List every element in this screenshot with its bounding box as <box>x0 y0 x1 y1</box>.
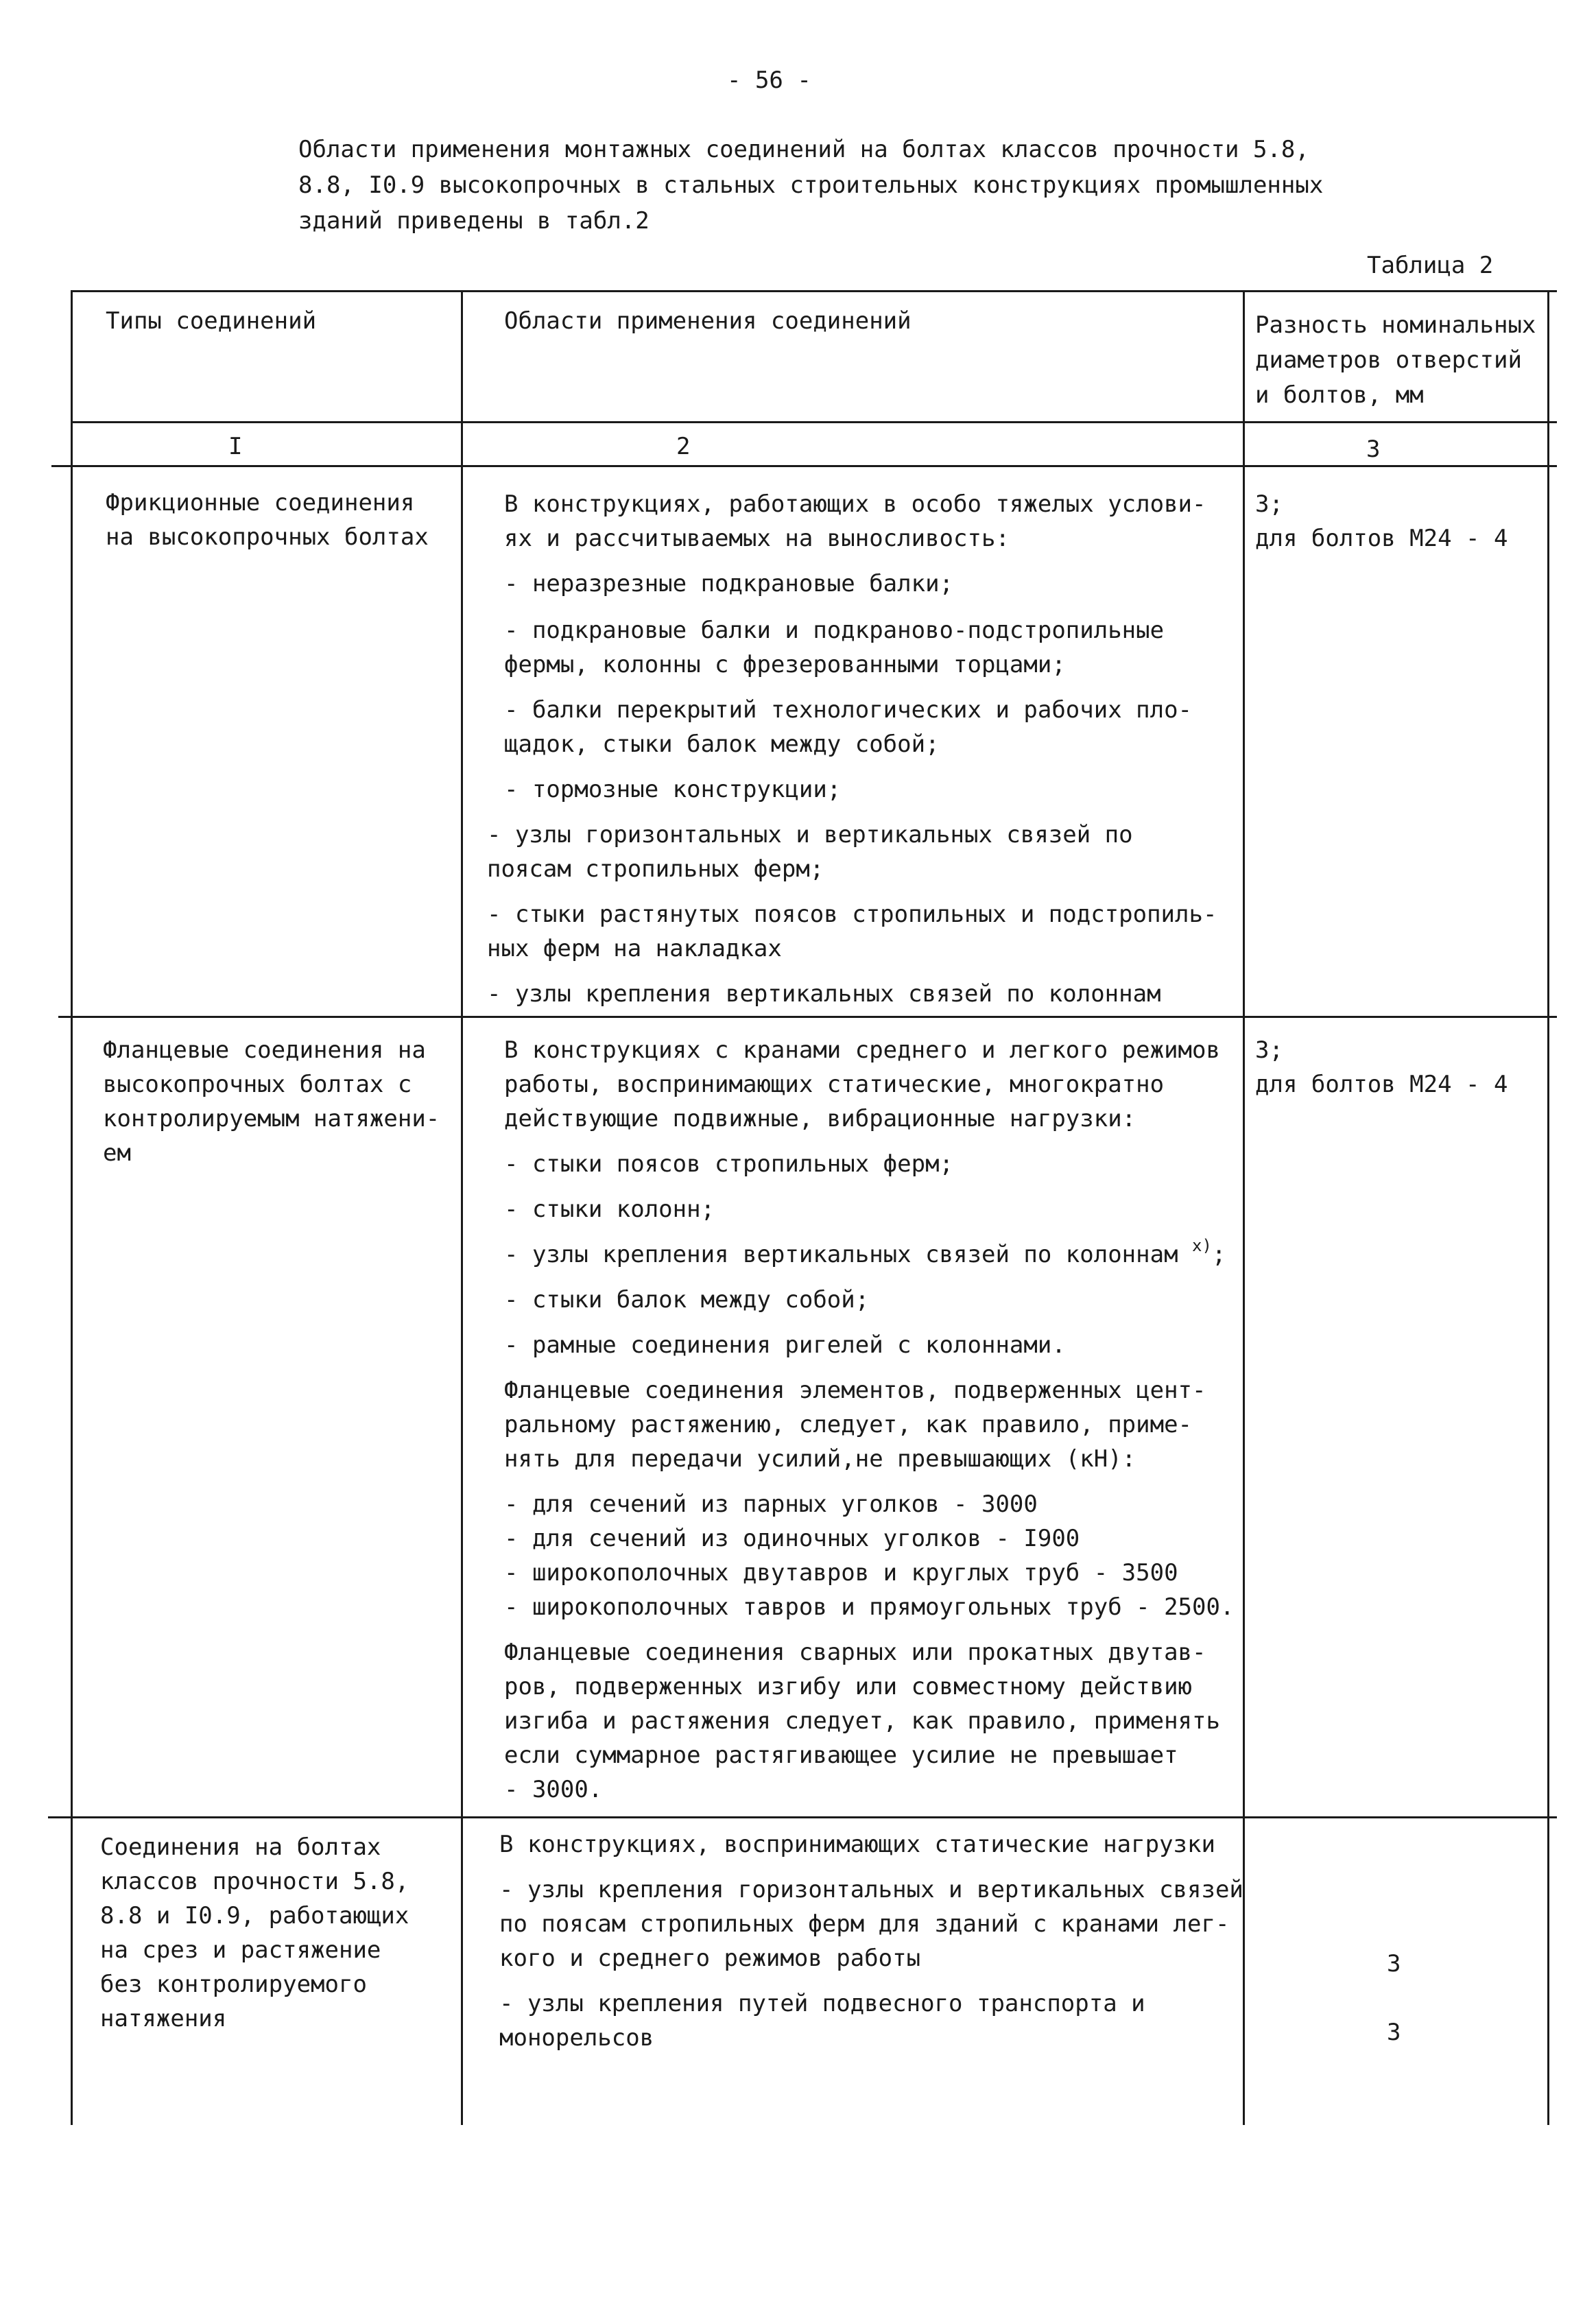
row1-area-line: ных ферм на накладках <box>487 935 782 962</box>
row3-area-line: монорельсов <box>499 2024 654 2052</box>
row2-area-line: - для сечений из парных уголков - 3000 <box>504 1491 1038 1518</box>
row2-area-line: действующие подвижные, вибрационные нагрузки: <box>504 1105 1136 1132</box>
row2-area-line: Фланцевые соединения элементов, подверженных цент- <box>504 1377 1206 1404</box>
row1-area-line: щадок, стыки балок между собой; <box>504 731 940 758</box>
row3-type-line: 8.8 и I0.9, работающих <box>100 1902 409 1930</box>
col1-col2-border <box>461 290 463 2125</box>
header-diff-1: Разность номинальных <box>1255 311 1536 339</box>
col-number-2: 2 <box>676 433 691 460</box>
row2-type-line: ем <box>103 1139 131 1167</box>
footnote-tail: ; <box>1211 1241 1226 1268</box>
table-right-border <box>1547 290 1549 2125</box>
row2-area-line: - стыки поясов стропильных ферм; <box>504 1150 954 1178</box>
row1-area-line: В конструкциях, работающих в особо тяжелых услови- <box>504 490 1206 518</box>
row2-area-text: - узлы крепления вертикальных связей по колоннам <box>504 1241 1178 1268</box>
row2-area-line: В конструкциях с кранами среднего и легкого режимов <box>504 1036 1220 1064</box>
row1-area-line: поясам стропильных ферм; <box>487 855 824 883</box>
row3-type-line: на срез и растяжение <box>100 1936 381 1964</box>
footnote-mark: x) <box>1192 1236 1212 1255</box>
row3-area-line: - узлы крепления путей подвесного транспорта и <box>499 1990 1145 2017</box>
row2-area-line-footnoted <box>504 1237 1226 1274</box>
row2-area-line: Фланцевые соединения сварных или прокатных двутав- <box>504 1639 1206 1666</box>
header-diff-2: диаметров отверстий <box>1255 346 1522 374</box>
header-diff-3: и болтов, мм <box>1255 381 1424 409</box>
row1-type-line: Фрикционные соединения <box>106 489 415 517</box>
intro-line-1: Области применения монтажных соединений на болтах классов прочности 5.8, <box>298 136 1309 163</box>
row1-diff-line: 3; <box>1255 490 1283 518</box>
intro-line-3: зданий приведены в табл.2 <box>298 207 650 235</box>
row3-area-line: - узлы крепления горизонтальных и вертикальных связей <box>499 1876 1243 1903</box>
page-number: - 56 - <box>727 67 811 94</box>
header-bottom-border <box>71 421 1557 423</box>
row3-type-line: классов прочности 5.8, <box>100 1868 409 1895</box>
row3-diff-line: 3 <box>1387 2019 1401 2046</box>
row3-area-line: кого и среднего режимов работы <box>499 1945 921 1972</box>
row1-area-line: - стыки растянутых поясов стропильных и подстропиль- <box>487 901 1217 928</box>
row2-area-line: ров, подверженных изгибу или совместному действию <box>504 1673 1193 1700</box>
row2-area-line: - 3000. <box>504 1776 603 1803</box>
row2-area-line: если суммарное растягивающее усилие не превышает <box>504 1742 1178 1769</box>
row2-area-line: - широкополочных двутавров и круглых труб - 3500 <box>504 1559 1178 1587</box>
row2-type-line: высокопрочных болтах с <box>103 1071 412 1098</box>
row2-area-line: нять для передачи усилий,не превышающих (кН): <box>504 1445 1136 1473</box>
row3-type-line: без контролируемого <box>100 1971 367 1998</box>
col-number-3: 3 <box>1366 436 1381 463</box>
row1-area-line: - тормозные конструкции; <box>504 776 842 803</box>
row1-diff-line: для болтов М24 - 4 <box>1255 525 1508 552</box>
row3-area-line: по поясам стропильных ферм для зданий с кранами лег- <box>499 1910 1230 1938</box>
row1-area-line: - узлы крепления вертикальных связей по колоннам <box>487 980 1161 1008</box>
row2-type-line: Фланцевые соединения на <box>103 1036 426 1064</box>
row3-type-line: натяжения <box>100 2005 227 2032</box>
row2-area-line: - стыки балок между собой; <box>504 1286 870 1314</box>
row3-area-line: В конструкциях, воспринимающих статические нагрузки <box>499 1831 1215 1858</box>
row1-area-line: - узлы горизонтальных и вертикальных связей по <box>487 821 1133 848</box>
row3-diff-line: 3 <box>1387 1950 1401 1978</box>
row1-area-line: - подкрановые балки и подкраново-подстропильные <box>504 617 1165 644</box>
row2-area-line: - для сечений из одиночных уголков - I900 <box>504 1525 1080 1552</box>
table-left-border <box>71 290 73 2125</box>
row2-area-line: - широкополочных тавров и прямоугольных труб - 2500. <box>504 1593 1235 1621</box>
row2-area-line: - рамные соединения ригелей с колоннами. <box>504 1331 1066 1359</box>
col-number-1: I <box>228 433 243 460</box>
row1-bottom-border <box>58 1016 1557 1018</box>
row2-type-line: контролируемым натяжени- <box>103 1105 440 1132</box>
intro-line-2: 8.8, I0.9 высокопрочных в стальных строительных конструкциях промышленных <box>298 171 1324 199</box>
row1-area-line: ях и рассчитываемых на выносливость: <box>504 525 1010 552</box>
row2-diff-line: для болтов М24 - 4 <box>1255 1071 1508 1098</box>
row1-area-line: - неразрезные подкрановые балки; <box>504 570 954 597</box>
table-top-border <box>71 290 1557 292</box>
row2-area-line: изгиба и растяжения следует, как правило, применять <box>504 1707 1220 1735</box>
row1-area-line: - балки перекрытий технологических и рабочих пло- <box>504 696 1193 724</box>
col2-col3-border <box>1243 290 1245 2125</box>
row2-diff-line: 3; <box>1255 1036 1283 1064</box>
row3-type-line: Соединения на болтах <box>100 1833 381 1861</box>
numbers-bottom-border <box>51 465 1557 467</box>
row1-type-line: на высокопрочных болтах <box>106 523 429 551</box>
row2-area-line: работы, воспринимающих статические, многократно <box>504 1071 1165 1098</box>
row2-area-line: - стыки колонн; <box>504 1196 715 1223</box>
table-label: Таблица 2 <box>1367 252 1494 279</box>
row2-bottom-border <box>48 1816 1557 1818</box>
row1-area-line: фермы, колонны с фрезерованными торцами; <box>504 651 1066 678</box>
row2-area-line: ральному растяжению, следует, как правило, приме- <box>504 1411 1193 1438</box>
header-areas: Области применения соединений <box>504 307 912 335</box>
header-types: Типы соединений <box>106 307 317 335</box>
